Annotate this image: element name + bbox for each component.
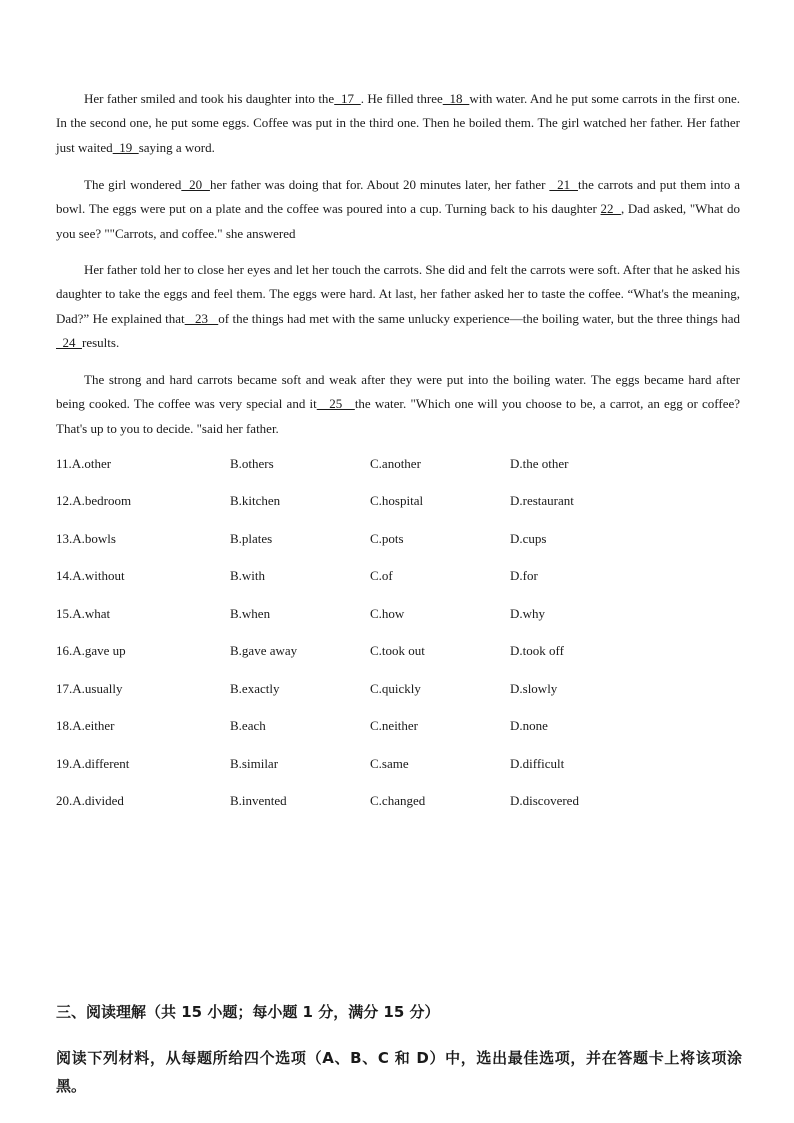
- option-a: [56, 681, 122, 697]
- cloze-paragraph-4: [56, 368, 740, 441]
- question-number: 18.: [56, 718, 73, 733]
- option-b: B.exactly: [230, 681, 280, 696]
- option-d: D.for: [510, 568, 538, 583]
- option-a-text: A.divided: [72, 793, 124, 808]
- paragraph-text: . He filled three: [360, 91, 443, 106]
- option-c: C.another: [370, 456, 421, 471]
- paragraph-text: The girl wondered: [84, 177, 182, 192]
- option-c: C.took out: [370, 643, 425, 658]
- option-b: B.when: [230, 606, 271, 621]
- option-a-text: A.bedroom: [72, 493, 132, 508]
- answer-blank: 24: [56, 335, 82, 351]
- option-a: [56, 456, 111, 472]
- option-d: D.the other: [510, 456, 569, 471]
- paragraph-text: The strong and hard carrots became soft and weak after they were put into the boiling water. The eggs became hard after being cooked. The coffee was very special and it: [56, 372, 740, 412]
- cloze-paragraph-2: [56, 173, 740, 246]
- option-d: D.took off: [510, 643, 564, 658]
- option-d: D.discovered: [510, 793, 579, 808]
- option-a-text: A.bowls: [72, 531, 116, 546]
- section-instructions: 阅读下列材料，从每题所给四个选项（A、B、C 和 D）中，选出最佳选项，并在答题卡上将该项涂黑。: [56, 1049, 742, 1095]
- answer-blank: 18: [442, 91, 470, 106]
- question-number: 15.: [56, 606, 73, 621]
- question-number: 17.: [56, 681, 73, 696]
- option-a-text: A.either: [72, 718, 115, 733]
- option-a-text: A.without: [72, 568, 125, 583]
- question-number: 16.: [56, 643, 73, 658]
- option-b: B.kitchen: [230, 493, 281, 508]
- question-number: 11.: [56, 456, 72, 471]
- option-b: B.similar: [230, 756, 279, 771]
- cloze-paragraph-3: [56, 258, 740, 356]
- option-b: B.plates: [230, 531, 273, 546]
- option-a: [56, 718, 114, 734]
- option-c: C.of: [370, 568, 393, 583]
- option-a-text: A.what: [72, 606, 111, 621]
- question-number: 20.: [56, 793, 73, 808]
- option-a: [56, 531, 116, 547]
- paragraph-text: her father was doing that for. About 20 minutes later, her father: [209, 177, 550, 192]
- cloze-paragraph-1: [56, 87, 740, 160]
- option-d: D.slowly: [510, 681, 558, 696]
- option-b: B.gave away: [230, 643, 298, 658]
- option-c: C.same: [370, 756, 409, 771]
- option-b: B.with: [230, 568, 266, 583]
- option-d: D.difficult: [510, 756, 565, 771]
- paragraph-text: saying a word.: [138, 139, 215, 155]
- option-d: D.cups: [510, 531, 547, 546]
- question-number: 19.: [56, 756, 73, 771]
- option-d: D.none: [510, 718, 548, 733]
- option-a: [56, 756, 129, 772]
- option-c: C.quickly: [370, 681, 421, 696]
- option-c: C.pots: [370, 531, 404, 546]
- option-c: C.how: [370, 606, 405, 621]
- answer-blank: 25: [316, 396, 355, 412]
- option-c: C.hospital: [370, 493, 424, 508]
- answer-blank: 17: [334, 91, 361, 106]
- paragraph-text: with water. And he put some carrots in the first one. In the second one, he put some eggs. Coffee was put in the third one. Then he boiled them. The girl watched her father. Her father just waited: [56, 91, 741, 155]
- answer-blank: 21: [549, 177, 578, 192]
- section-title: 三、阅读理解（共 15 小题；每小题 1 分，满分 15 分）: [56, 1003, 440, 1021]
- paragraph-text: of the things had met with the same unlucky experience—the boiling water, but the three things had: [218, 310, 741, 326]
- option-a: [56, 493, 131, 509]
- option-a: [56, 793, 124, 809]
- option-a-text: A.gave up: [72, 643, 126, 658]
- option-d: D.restaurant: [510, 493, 574, 508]
- option-a-text: A.different: [72, 756, 130, 771]
- option-a: [56, 568, 125, 584]
- paragraph-text: Her father smiled and took his daughter into the: [84, 91, 335, 106]
- option-a-text: A.usually: [72, 681, 123, 696]
- option-b: B.invented: [230, 793, 287, 808]
- option-c: C.changed: [370, 793, 426, 808]
- option-c: C.neither: [370, 718, 419, 733]
- option-d: D.why: [510, 606, 546, 621]
- paragraph-text: the water. "Which one will you choose to be, a carrot, an egg or coffee? That's up to you to decide. "said her father.: [56, 396, 740, 436]
- answer-blank: 23: [184, 310, 219, 326]
- option-a: [56, 606, 110, 622]
- paragraph-text: , Dad asked, "What do you see? ""Carrots, and coffee." she answered: [56, 201, 741, 241]
- answer-blank: 20: [181, 177, 210, 192]
- question-number: 13.: [56, 531, 73, 546]
- option-a-text: A.other: [71, 456, 112, 471]
- answer-blank: 22: [600, 201, 621, 217]
- paragraph-text: the carrots and put them into a bowl. The eggs were put on a plate and the coffee was poured into a cup. Turning back to his daughter: [56, 177, 740, 217]
- paragraph-text: results.: [82, 335, 120, 351]
- question-number: 12.: [56, 493, 73, 508]
- option-b: B.others: [230, 456, 274, 471]
- paragraph-text: Her father told her to close her eyes and let her touch the carrots. She did and felt the carrots were soft. After that he asked his daughter to take the eggs and feel them. The eggs were hard. At last, her father asked her to taste the coffee. “What's the meaning, Dad?” He explained that: [56, 262, 740, 326]
- question-number: 14.: [56, 568, 73, 583]
- option-b: B.each: [230, 718, 266, 733]
- answer-blank: 19: [112, 139, 139, 155]
- option-a: [56, 643, 126, 659]
